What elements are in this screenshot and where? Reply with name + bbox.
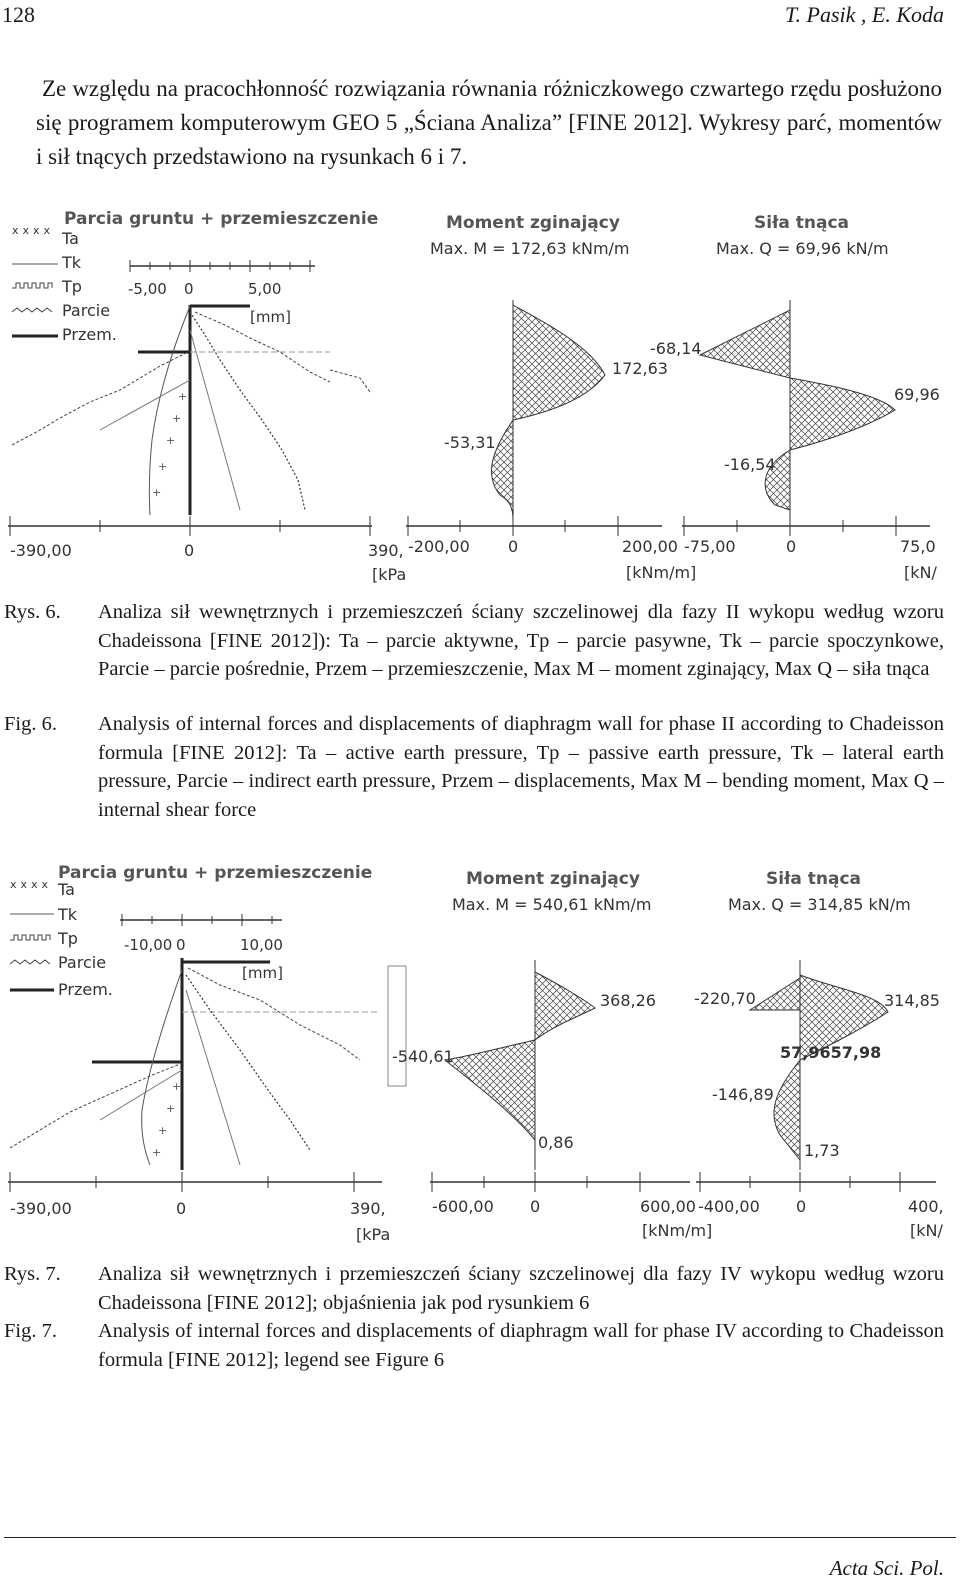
pressure-unit: [kPa (372, 565, 407, 584)
shear-value-label: -68,14 (650, 339, 702, 358)
moment-tick-label: 0 (530, 1197, 541, 1216)
caption-label: Fig. 6. (4, 713, 57, 735)
shear-max-text: Max. Q = 69,96 kN/m (716, 239, 889, 258)
moment-value-label: -540,61 (392, 1047, 454, 1066)
pressure-tick-label: 390, (350, 1199, 386, 1218)
moment-tick-label: 600,00 (640, 1197, 696, 1216)
shear-value-label: -146,89 (712, 1085, 774, 1104)
moment-value-label: -53,31 (444, 433, 496, 452)
displacement-tick-label: 10,00 (240, 936, 283, 954)
legend (12, 224, 117, 344)
caption-text: Analiza sił wewnętrznych i przemieszczeń ściany szczelinowej dla fazy II wykopu według wzoru Chadeissona [FINE 2012]): Ta – parcie aktywne, Tp – parcie pasywne, Tk – parcie spoczynkowe, Parcie – parcie pośrednie, Przem – przemieszczenie, Max M – moment zginający, Max Q – siła tnąca (98, 601, 944, 680)
pressure-panel (8, 863, 390, 1244)
moment-max-text: Max. M = 172,63 kNm/m (430, 239, 630, 258)
shear-panel-title: Siła tnąca (754, 213, 850, 233)
pressure-tick-label: 0 (184, 541, 195, 560)
page-number: 128 (2, 2, 35, 27)
legend-label-tk: Tk (58, 905, 78, 924)
tp-curve (12, 352, 188, 445)
pressure-panel-title: Parcia gruntu + przemieszczenie (64, 209, 379, 229)
shear-panel (694, 869, 944, 1240)
legend-tp-marker (10, 935, 50, 940)
legend-label-przem: Przem. (58, 980, 113, 999)
shear-value-label: -16,54 (724, 455, 776, 474)
displacement-tick-label: 0 (176, 936, 186, 954)
shear-value-label: 69,96 (894, 385, 940, 404)
moment-panel-title: Moment zginający (446, 213, 620, 233)
legend-label-parcie: Parcie (58, 953, 107, 972)
shear-panel-title: Siła tnąca (766, 869, 862, 889)
legend (10, 878, 113, 999)
shear-tick-label: 0 (786, 537, 797, 556)
shear-diagram-top (700, 310, 790, 378)
parcie-curve (190, 312, 305, 510)
shear-diagram-top (750, 978, 800, 1010)
shear-tick-label: -75,00 (684, 537, 736, 556)
moment-value-label: 368,26 (600, 991, 656, 1010)
legend-label-tp: Tp (62, 277, 82, 296)
legend-tp-marker (12, 283, 52, 288)
shear-diagram (765, 378, 895, 510)
moment-legend-box (388, 966, 406, 1086)
displacement-unit: [mm] (250, 308, 291, 326)
figure-6 (0, 198, 960, 590)
displacement-tick-label: -10,00 (124, 936, 173, 954)
displacement-tick-label: 0 (184, 280, 194, 298)
shear-tick-label: 400, (908, 1197, 944, 1216)
legend-ta-marker: xxxx (12, 224, 55, 237)
shear-value-label: 1,73 (804, 1141, 840, 1160)
moment-value-label: 0,86 (538, 1133, 574, 1152)
moment-unit: [kNm/m] (642, 1221, 713, 1240)
journal-name: Acta Sci. Pol. (829, 1556, 944, 1580)
legend-parcie-marker (12, 308, 52, 312)
body-paragraph: Ze względu na pracochłonność rozwiązania równania różniczkowego czwartego rzędu posłużono się programem komputerowym GEO 5 „Ściana Analiza” [FINE 2012]. Wykresy parć, momentów i sił tnących przedstawiono na rysunkach 6 i 7. (36, 76, 942, 169)
caption-label: Fig. 7. (4, 1320, 57, 1342)
moment-panel-title: Moment zginający (466, 869, 640, 889)
shear-value-label: -220,70 (694, 989, 756, 1008)
shear-tick-label: -400,00 (698, 1197, 760, 1216)
tp-curve-tail (330, 370, 370, 392)
shear-unit: [kN/ (904, 563, 937, 582)
caption-text: Analiza sił wewnętrznych i przemieszczeń ściany szczelinowej dla fazy IV wykopu według wzoru Chadeissona [FINE 2012]; objaśnienia jak pod rysunkiem 6 (98, 1263, 944, 1314)
legend-label-tk: Tk (62, 253, 82, 272)
shear-max-text: Max. Q = 314,85 kN/m (728, 895, 911, 914)
caption-text: Analysis of internal forces and displacements of diaphragm wall for phase IV according to Chadeisson formula [FINE 2012]; legend see Figure 6 (98, 1320, 944, 1371)
figure-7 (0, 850, 960, 1258)
shear-panel (650, 213, 940, 582)
pressure-panel (8, 209, 406, 584)
caption-label: Rys. 6. (4, 601, 61, 623)
moment-tick-label: 0 (508, 537, 519, 556)
legend-label-ta: Ta (58, 880, 75, 899)
moment-unit: [kNm/m] (626, 563, 697, 582)
tp-curve (10, 1064, 180, 1148)
tk-line-right (190, 330, 240, 510)
shear-value-label: 57,9657,98 (780, 1043, 882, 1062)
pressure-tick-label: 0 (176, 1199, 187, 1218)
ta-markers: + + + + + (152, 390, 188, 499)
ta-curve (149, 306, 190, 515)
moment-tick-label: -200,00 (408, 537, 470, 556)
pressure-tick-label: 390, (368, 541, 404, 560)
legend-label-tp: Tp (58, 929, 78, 948)
moment-tick-label: 200,00 (622, 537, 678, 556)
moment-diagram (492, 305, 605, 520)
footer-rule (4, 1537, 956, 1538)
shear-tick-label: 75,0 (900, 537, 936, 556)
displacement-tick-label: -5,00 (128, 280, 167, 298)
moment-panel (406, 213, 696, 582)
pressure-unit: [kPa (356, 1225, 391, 1244)
moment-value-label: 172,63 (612, 359, 668, 378)
legend-parcie-marker (10, 960, 50, 964)
legend-label-parcie: Parcie (62, 301, 111, 320)
moment-panel (388, 869, 712, 1240)
caption-label: Rys. 7. (4, 1263, 61, 1285)
pressure-tick-label: -390,00 (10, 541, 72, 560)
moment-max-text: Max. M = 540,61 kNm/m (452, 895, 652, 914)
pressure-tick-label: -390,00 (10, 1199, 72, 1218)
legend-ta-marker: xxxx (10, 878, 53, 891)
running-head: T. Pasik , E. Koda (784, 2, 944, 27)
shear-unit: [kN/ (910, 1221, 943, 1240)
ta-markers: + + + + (152, 1080, 182, 1159)
tk-line-right (186, 990, 240, 1165)
caption-text: Analysis of internal forces and displacements of diaphragm wall for phase II according to Chadeisson formula [FINE 2012]: Ta – active earth pressure, Tp – passive earth pressure, Tk – lateral earth pressure, Parcie – indirect earth pressure, Przem – displacements, Max M – bending moment, Max Q – internal shear force (98, 713, 944, 821)
moment-tick-label: -600,00 (432, 1197, 494, 1216)
displacement-unit: [mm] (242, 964, 283, 982)
pressure-panel-title: Parcia gruntu + przemieszczenie (58, 863, 373, 883)
legend-label-przem: Przem. (62, 325, 117, 344)
displacement-tick-label: 5,00 (248, 280, 282, 298)
shear-value-label: 314,85 (884, 991, 940, 1010)
parcie-curve (186, 975, 310, 1150)
legend-label-ta: Ta (62, 229, 79, 248)
moment-diagram (445, 972, 595, 1140)
shear-tick-label: 0 (796, 1197, 807, 1216)
